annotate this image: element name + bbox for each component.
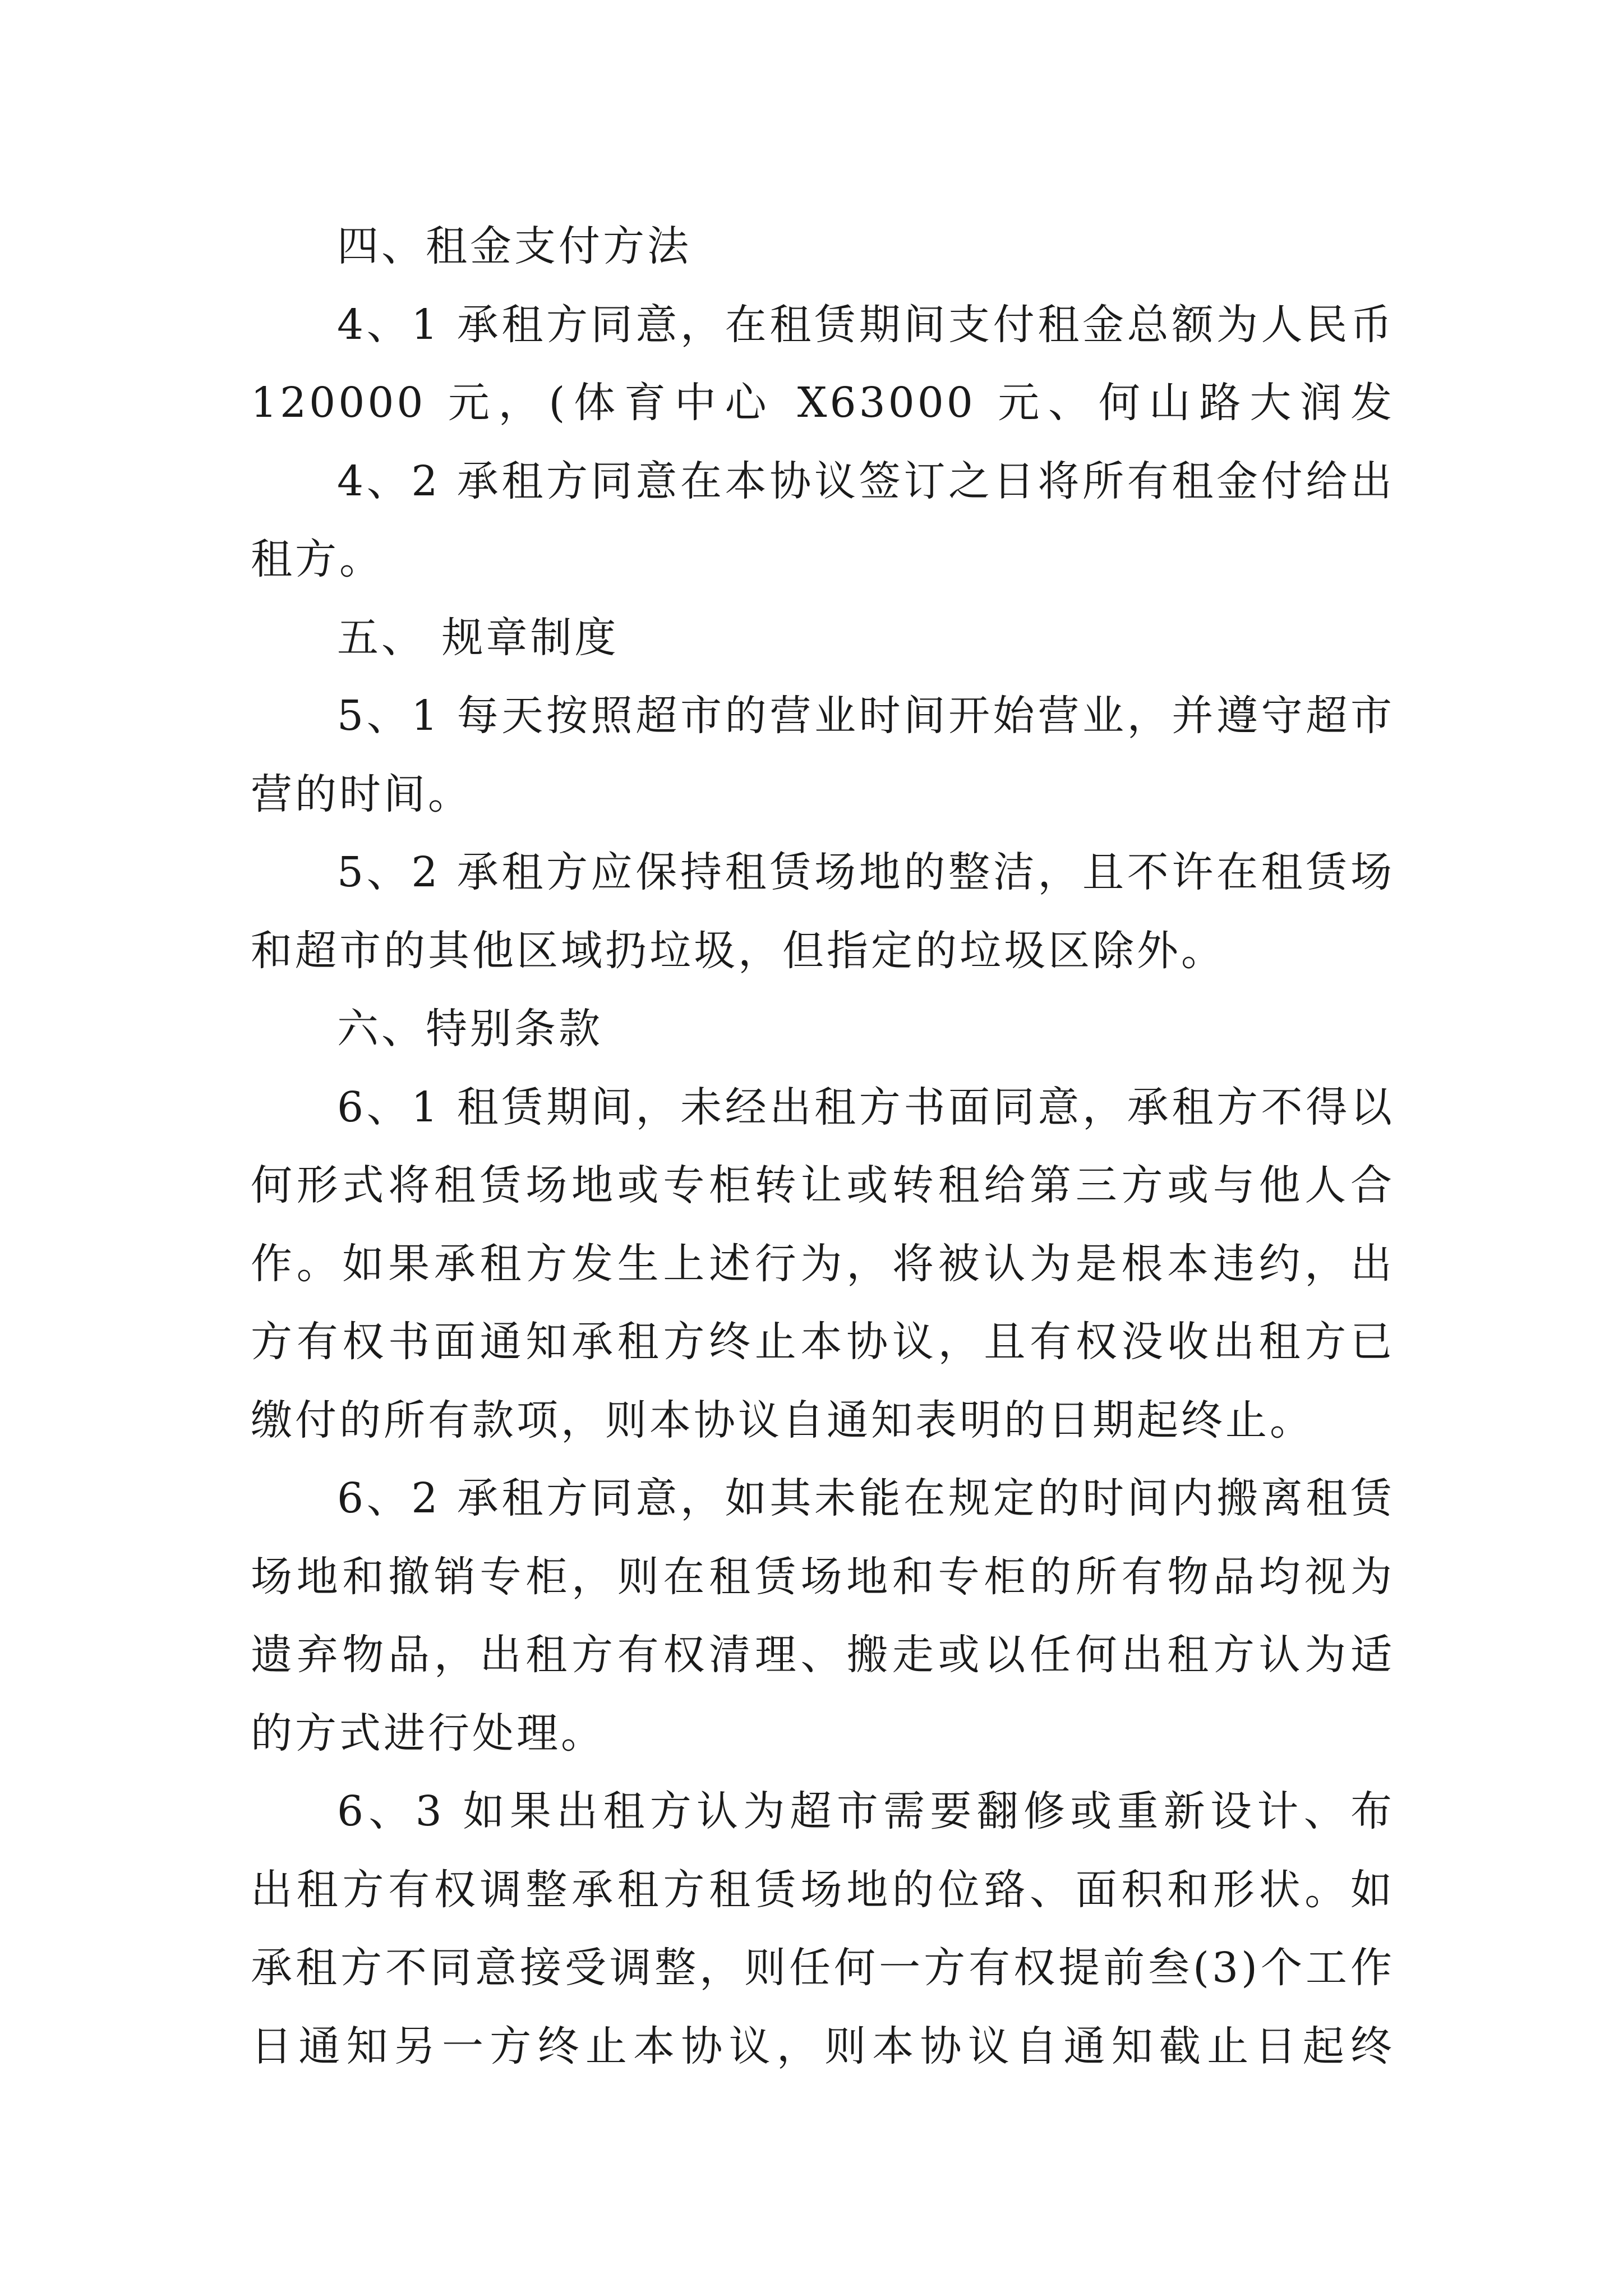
paragraph-line: 租方。	[251, 535, 384, 583]
section-heading: 六、特别条款	[337, 1005, 603, 1053]
paragraph-line: 5、2 承租方应保持租赁场地的整洁，且不许在租赁场	[337, 848, 1395, 896]
document-body	[251, 208, 1395, 2086]
section-heading: 四、租金支付方法	[337, 222, 691, 270]
paragraph-line: 方有权书面通知承租方终止本协议，且有权没收出租方已	[251, 1318, 1395, 1366]
paragraph-line: 营的时间。	[251, 770, 472, 818]
paragraph-line: 出租方有权调整承租方租赁场地的位臵、面积和形状。如	[251, 1865, 1395, 1914]
paragraph-line: 的方式进行处理。	[251, 1709, 605, 1757]
paragraph-line: 5、1 每天按照超市的营业时间开始营业，并遵守超市	[337, 692, 1395, 740]
paragraph-line: 场地和撤销专柜，则在租赁场地和专柜的所有物品均视为	[251, 1552, 1395, 1601]
section-heading: 五、 规章制度	[337, 613, 619, 662]
paragraph-line: 4、2 承租方同意在本协议签订之日将所有租金付给出	[337, 457, 1395, 505]
paragraph-line: 6、3 如果出租方认为超市需要翻修或重新设计、布	[337, 1787, 1395, 1835]
paragraph-line: 日通知另一方终止本协议，则本协议自通知截止日起终	[251, 2022, 1395, 2070]
paragraph-line: 4、1 承租方同意，在租赁期间支付租金总额为人民币	[337, 300, 1395, 349]
paragraph-line: 120000 元，(体育中心 X63000 元、何山路大润发	[251, 379, 1395, 427]
paragraph-line: 遗弃物品，出租方有权清理、搬走或以任何出租方认为适	[251, 1631, 1395, 1679]
paragraph-line: 6、2 承租方同意，如其未能在规定的时间内搬离租赁	[337, 1474, 1395, 1522]
paragraph-line: 何形式将租赁场地或专柜转让或转租给第三方或与他人合	[251, 1161, 1395, 1209]
paragraph-line: 缴付的所有款项，则本协议自通知表明的日期起终止。	[251, 1396, 1314, 1444]
paragraph-line: 作。如果承租方发生上述行为，将被认为是根本违约，出	[251, 1239, 1395, 1288]
paragraph-line: 和超市的其他区域扔垃圾，但指定的垃圾区除外。	[251, 926, 1225, 975]
paragraph-line: 6、1 租赁期间，未经出租方书面同意，承租方不得以	[337, 1083, 1395, 1131]
paragraph-line: 承租方不同意接受调整，则任何一方有权提前叁(3)个工作	[251, 1944, 1395, 1992]
